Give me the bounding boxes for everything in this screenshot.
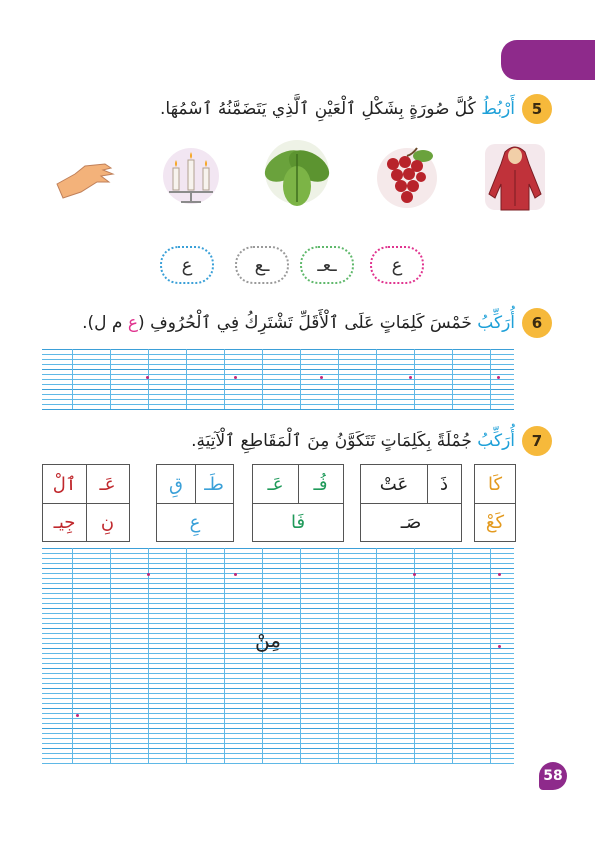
- letter-cloud-4-letter: ع: [181, 254, 193, 276]
- writing-line: [42, 374, 514, 375]
- chapter-tab: [501, 40, 595, 80]
- syllable: جِيـ: [53, 511, 76, 533]
- writing-line: [42, 399, 514, 400]
- start-dot: [147, 573, 150, 576]
- writing-line: [42, 394, 514, 395]
- writing-line: [42, 658, 514, 659]
- start-dot: [234, 376, 237, 379]
- writing-line: [42, 354, 514, 355]
- writing-line: [42, 683, 514, 684]
- writing-line: [42, 568, 514, 569]
- writing-line: [42, 698, 514, 699]
- margin-line: [490, 349, 491, 409]
- letter-shapes-row: [150, 246, 430, 286]
- margin-line: [148, 548, 149, 764]
- writing-line: [42, 653, 514, 654]
- start-dot: [320, 376, 323, 379]
- writing-line: [42, 693, 514, 694]
- margin-line: [376, 548, 377, 764]
- writing-line: [42, 623, 514, 624]
- writing-line: [42, 703, 514, 704]
- exercise-6-letter-1: ع: [127, 313, 139, 333]
- writing-line: [42, 758, 514, 759]
- writing-line: [42, 349, 514, 350]
- margin-line: [110, 349, 111, 409]
- exercise-6-text: خَمْسَ كَلِمَاتٍ عَلَى ٱلْأَقَلِّ تَشْتَرِكُ فِي ٱلْحُرُوفِ (: [138, 313, 478, 333]
- start-dot: [413, 573, 416, 576]
- margin-line: [262, 349, 263, 409]
- writing-line: [42, 673, 514, 674]
- writing-line: [42, 713, 514, 714]
- writing-line: [42, 598, 514, 599]
- coat-picture[interactable]: [481, 140, 549, 212]
- writing-line: [42, 379, 514, 380]
- exercise-6-letter-3: ل: [94, 313, 107, 333]
- pictures-row: [45, 140, 555, 212]
- exercise-5-instruction: [160, 98, 515, 119]
- mint-leaves-picture[interactable]: [257, 136, 337, 208]
- letter-cloud-3-letter: ـع: [254, 254, 270, 276]
- syllable: ٱلْ: [52, 473, 77, 495]
- syllable: صَـ: [400, 511, 422, 533]
- writing-line: [42, 588, 514, 589]
- letter-cloud-4[interactable]: [160, 246, 214, 284]
- writing-line: [42, 613, 514, 614]
- margin-line: [148, 349, 149, 409]
- candles-picture[interactable]: [159, 140, 227, 212]
- syllable: ذَ: [439, 473, 448, 495]
- writing-line: [42, 668, 514, 669]
- margin-line: [110, 548, 111, 764]
- writing-line: [42, 618, 514, 619]
- writing-line: [42, 359, 514, 360]
- writing-line: [42, 743, 514, 744]
- exercise-7-instruction: [191, 430, 515, 451]
- writing-line: [42, 404, 514, 405]
- margin-line: [414, 349, 415, 409]
- exercise-5-number: 5: [522, 94, 552, 124]
- writing-line: [42, 728, 514, 729]
- start-dot: [146, 376, 149, 379]
- writing-line: [42, 573, 514, 574]
- margin-line: [338, 349, 339, 409]
- exercise-6-verb: أُرَكِّبُ: [477, 313, 515, 333]
- writing-line: [42, 723, 514, 724]
- syllable-card-2: [156, 464, 234, 542]
- answer-word: مِنْ: [255, 628, 281, 652]
- syllable: عَتْ: [379, 473, 409, 495]
- syllable: نِ: [100, 511, 115, 533]
- writing-line: [42, 608, 514, 609]
- writing-line: [42, 738, 514, 739]
- syllable-card-1: [42, 464, 130, 542]
- grapes-picture[interactable]: [373, 140, 441, 212]
- margin-line: [186, 548, 187, 764]
- syllable-card-3: [252, 464, 344, 542]
- writing-line: [42, 763, 514, 764]
- margin-line: [452, 548, 453, 764]
- writing-line: [42, 753, 514, 754]
- exercise-6-instruction: [82, 312, 515, 333]
- writing-line: [42, 369, 514, 370]
- writing-line: [42, 688, 514, 689]
- margin-line: [414, 548, 415, 764]
- page-number: 58: [539, 762, 567, 790]
- writing-line: [42, 364, 514, 365]
- margin-line: [224, 548, 225, 764]
- writing-line: [42, 708, 514, 709]
- hand-picture[interactable]: [53, 140, 121, 212]
- margin-line: [224, 349, 225, 409]
- syllable-card-4: [360, 464, 462, 542]
- syllable: فَا: [290, 511, 306, 533]
- writing-lines-7[interactable]: [42, 548, 514, 764]
- writing-line: [42, 578, 514, 579]
- syllable: كَا: [487, 473, 503, 495]
- exercise-5-text: كُلَّ صُورَةٍ بِشَكْلِ ٱلْعَيْنِ ٱلَّذِي يَتَضَمَّنُهُ ٱسْمُهَا.: [159, 99, 482, 119]
- start-dot: [76, 714, 79, 717]
- writing-lines-6[interactable]: [42, 349, 514, 409]
- writing-line: [42, 603, 514, 604]
- margin-line: [72, 548, 73, 764]
- syllable-card-5: [474, 464, 516, 542]
- letter-cloud-2[interactable]: [300, 246, 354, 284]
- writing-line: [42, 748, 514, 749]
- exercise-7-number: 7: [522, 426, 552, 456]
- writing-line: [42, 678, 514, 679]
- margin-line: [300, 548, 301, 764]
- exercise-7-verb: أُرَكِّبُ: [477, 431, 515, 451]
- start-dot: [498, 573, 501, 576]
- syllable: فُـ: [313, 473, 328, 495]
- margin-line: [186, 349, 187, 409]
- writing-line: [42, 663, 514, 664]
- margin-line: [452, 349, 453, 409]
- exercise-6-letter-2: م: [106, 313, 128, 333]
- margin-line: [490, 548, 491, 764]
- writing-line: [42, 389, 514, 390]
- syllable: عَـ: [267, 473, 284, 495]
- writing-line: [42, 384, 514, 385]
- margin-line: [72, 349, 73, 409]
- syllable: عَـ: [99, 473, 116, 495]
- writing-line: [42, 593, 514, 594]
- writing-line: [42, 563, 514, 564]
- margin-line: [300, 349, 301, 409]
- syllable: كَعْ: [485, 511, 505, 533]
- writing-line: [42, 548, 514, 549]
- syllable: طَـ: [204, 473, 224, 495]
- start-dot: [234, 573, 237, 576]
- writing-line: [42, 409, 514, 410]
- exercise-5-verb: أَرْبُطُ: [481, 99, 515, 119]
- margin-line: [376, 349, 377, 409]
- writing-line: [42, 733, 514, 734]
- margin-line: [338, 548, 339, 764]
- exercise-7-text: جُمْلَةً بِكَلِمَاتٍ تَتَكَوَّنُ مِنَ ٱلْمَقَاطِعِ ٱلْآتِيَةِ.: [191, 431, 478, 451]
- exercise-6-end: ).: [82, 313, 95, 333]
- exercise-6-number: 6: [522, 308, 552, 338]
- syllable: قِ: [169, 473, 183, 495]
- syllable: عِ: [189, 511, 201, 533]
- start-dot: [497, 376, 500, 379]
- letter-cloud-1-letter: ع: [391, 254, 403, 276]
- start-dot: [409, 376, 412, 379]
- writing-line: [42, 558, 514, 559]
- writing-line: [42, 583, 514, 584]
- margin-line: [262, 548, 263, 764]
- writing-line: [42, 718, 514, 719]
- letter-cloud-3[interactable]: [235, 246, 289, 284]
- letter-cloud-1[interactable]: [370, 246, 424, 284]
- writing-line: [42, 553, 514, 554]
- letter-cloud-2-letter: ـعـ: [317, 254, 337, 276]
- start-dot: [498, 645, 501, 648]
